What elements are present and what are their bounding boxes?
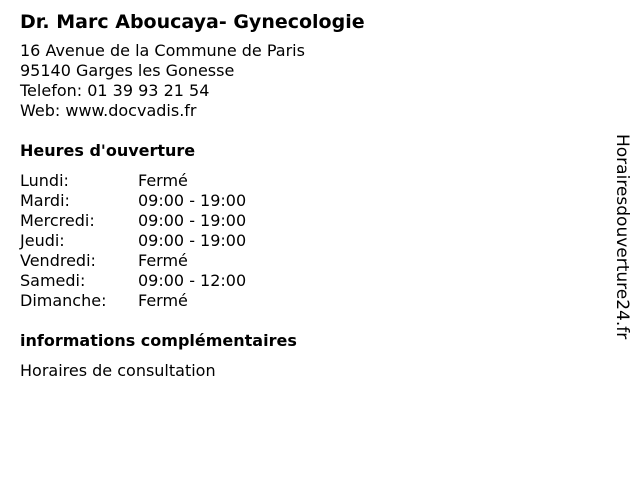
listing-card — [20, 8, 580, 381]
hours-row-friday — [20, 251, 580, 271]
hours-row-saturday — [20, 271, 580, 291]
hours-day: Lundi: — [20, 171, 69, 190]
hours-row-monday — [20, 171, 580, 191]
hours-time: 09:00 - 12:00 — [138, 271, 247, 290]
info-heading: informations complémentaires — [20, 331, 297, 350]
page-title: Dr. Marc Aboucaya- Gynecologie — [20, 11, 365, 33]
hours-time: Fermé — [138, 251, 188, 270]
hours-row-wednesday — [20, 211, 580, 231]
hours-row-thursday — [20, 231, 580, 251]
hours-time: 09:00 - 19:00 — [138, 231, 247, 250]
hours-table — [20, 171, 580, 311]
hours-row-sunday — [20, 291, 580, 311]
hours-heading: Heures d'ouverture — [20, 141, 196, 160]
address-line-city: 95140 Garges les Gonesse — [20, 61, 235, 80]
hours-day: Vendredi: — [20, 251, 96, 270]
hours-time: Fermé — [138, 291, 188, 310]
hours-day: Mardi: — [20, 191, 70, 210]
hours-day: Dimanche: — [20, 291, 107, 310]
web-line: Web: www.docvadis.fr — [20, 101, 197, 120]
hours-time: 09:00 - 19:00 — [138, 211, 247, 230]
info-text: Horaires de consultation — [20, 361, 216, 380]
address-line-street: 16 Avenue de la Commune de Paris — [20, 41, 305, 60]
phone-line: Telefon: 01 39 93 21 54 — [20, 81, 210, 100]
hours-day: Samedi: — [20, 271, 86, 290]
hours-day: Mercredi: — [20, 211, 95, 230]
hours-day: Jeudi: — [20, 231, 65, 250]
site-watermark: Horairesdouverture24.fr — [612, 134, 632, 340]
hours-time: 09:00 - 19:00 — [138, 191, 247, 210]
hours-time: Fermé — [138, 171, 188, 190]
hours-row-tuesday — [20, 191, 580, 211]
